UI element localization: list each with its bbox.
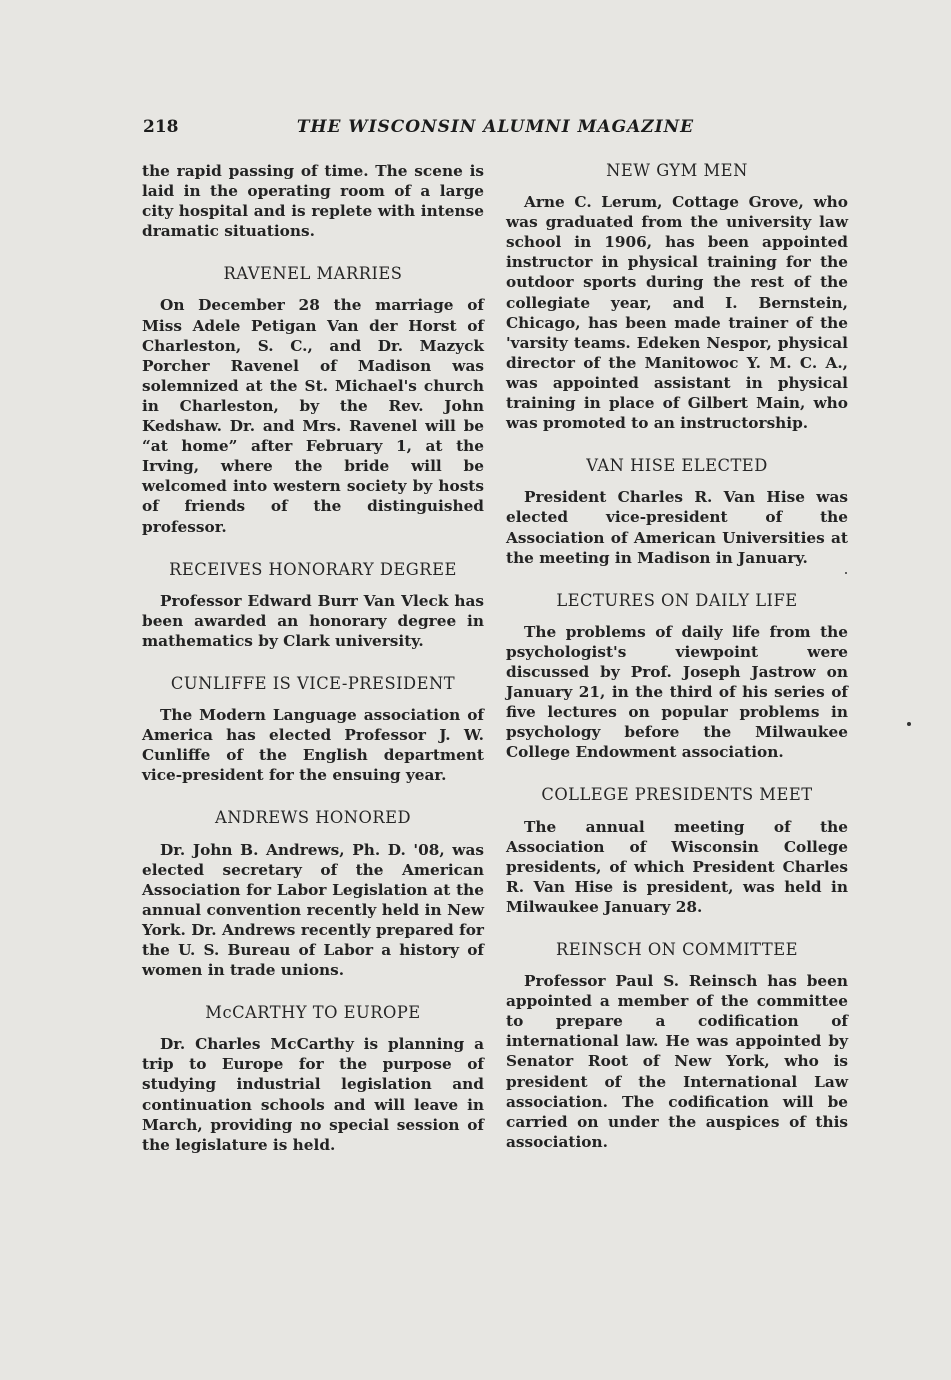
article-body: The annual meeting of the Association of Wisconsin College presidents, of which President Charles R. Van Hise is president, was held in Milwaukee January 28. xyxy=(506,817,848,916)
article-mccarthy-to-europe xyxy=(142,1003,484,1155)
article-headline: RECEIVES HONORARY DEGREE xyxy=(169,559,457,579)
continued-paragraph: the rapid passing of time. The scene is laid in the operating room of a large city hospital and is replete with intense dramatic situations. xyxy=(142,162,484,241)
article-body: Professor Edward Burr Van Vleck has been awarded an honorary degree in mathematics by Clark university. xyxy=(142,591,484,650)
page-header xyxy=(143,117,848,141)
article-college-presidents-meet xyxy=(506,785,848,917)
right-column xyxy=(506,161,848,1152)
print-speck xyxy=(845,572,847,574)
article-headline: RAVENEL MARRIES xyxy=(223,264,403,284)
article-body: Dr. Charles McCarthy is planning a trip to Europe for the purpose of studying industrial legislation and continuation schools and will leave in March, providing no special session of the legislature is held. xyxy=(142,1035,484,1154)
article-body: The problems of daily life from the psychologist's viewpoint were discussed by Prof. Joseph Jastrow on January 21, in the third of his series of five lectures on popular problems in psychology before the Milwaukee College Endowment association. xyxy=(506,622,848,762)
article-body: On December 28 the marriage of Miss Adele Petigan Van der Horst of Charleston, S. C., and Dr. Mazyck Porcher Ravenel of Madison was solemnized at the St. Michael's church in Charleston, by the Rev. John Kedshaw. Dr. and Mrs. Ravenel will be “at home” after February 1, at the Irving, where the bride will be welcomed into western society by hosts of friends of the distinguished professor. xyxy=(142,296,484,536)
article-headline: COLLEGE PRESIDENTS MEET xyxy=(541,785,813,805)
article-reinsch-on-committee xyxy=(506,940,848,1152)
article-body: The Modern Language association of America has elected Professor J. W. Cunliffe of the English department vice-president for the ensuing year. xyxy=(142,706,484,785)
print-speck xyxy=(907,722,911,726)
article-body: Arne C. Lerum, Cottage Grove, who was graduated from the university law school in 1906, has been appointed instructor in physical training for the outdoor sports during the rest of the collegiate year, and I. Bernstein, Chicago, has been made trainer of the 'varsity teams. Edeken Nespor, physical director of the Manitowoc Y. M. C. A., was appointed assistant in physical training in place of Gilbert Main, who was promoted to an instructorship. xyxy=(506,193,848,433)
page-number: 218 xyxy=(143,117,179,137)
article-headline: LECTURES ON DAILY LIFE xyxy=(556,590,798,610)
article-headline: VAN HISE ELECTED xyxy=(586,456,768,476)
magazine-title: THE WISCONSIN ALUMNI MAGAZINE xyxy=(296,117,695,137)
article-andrews-honored xyxy=(142,808,484,980)
article-cunliffe-vice-president xyxy=(142,674,484,785)
article-receives-honorary-degree xyxy=(142,560,484,651)
article-body: Dr. John B. Andrews, Ph. D. '08, was elected secretary of the American Association for Labor Legislation at the annual convention recently held in New York. Dr. Andrews recently prepared for the U. S. Bureau of Labor a history of women in trade unions. xyxy=(142,840,484,980)
article-van-hise-elected xyxy=(506,456,848,567)
article-headline: ANDREWS HONORED xyxy=(214,808,412,828)
article-new-gym-men xyxy=(506,161,848,433)
article-body: Professor Paul S. Reinsch has been appointed a member of the committee to prepare a codification of international law. He was appointed by Senator Root of New York, who is president of the International Law association. The codification will be carried on under the auspices of this association. xyxy=(506,972,848,1151)
article-headline: REINSCH ON COMMITTEE xyxy=(556,940,798,959)
article-headline: McCARTHY TO EUROPE xyxy=(205,1003,421,1023)
article-lectures-on-daily-life xyxy=(506,591,848,763)
article-headline: NEW GYM MEN xyxy=(606,161,748,180)
article-headline: CUNLIFFE IS VICE-PRESIDENT xyxy=(170,673,456,693)
left-column xyxy=(142,161,484,1155)
article-body: President Charles R. Van Hise was elected vice-president of the Association of American Universities at the meeting in Madison in January. xyxy=(506,488,848,567)
article-ravenel-marries xyxy=(142,264,484,536)
